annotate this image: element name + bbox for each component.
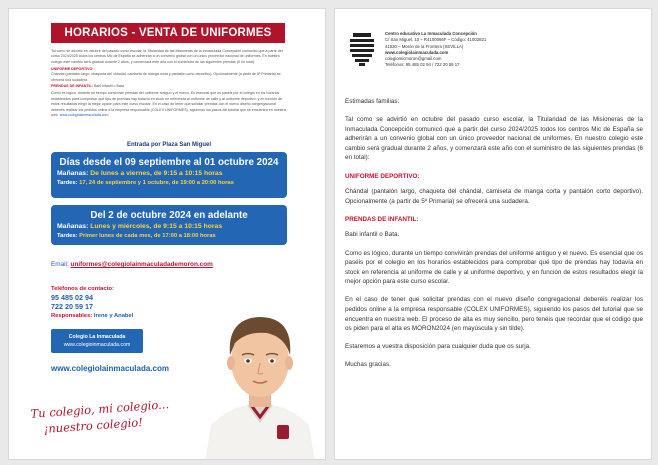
letter-body <box>345 97 643 378</box>
flyer-sport-head: UNIFORME DEPORTIVO: <box>51 66 94 71</box>
letter-para-1: Tal como se advirtió en octubre del pasado curso escolar, la Titularidad de las Misioneras de la Inmaculada Concepción comunicó que a partir del curso 2024/2025 todos los centros Mic de España se adherirán a un convenio global con un único proveedor nacional de uniformes. En nuestro colegio este cambio será gradual durante 2 años, y comenzará este año con el suministro de las siguientes prendas (6 en total): <box>345 116 643 162</box>
letter-sport-head: UNIFORME DEPORTIVO: <box>345 172 420 180</box>
schedule-1-afternoon-value: 17, 24 de septiembre y 1 octubre, de 19:00 a 20:00 horas <box>79 179 234 186</box>
letter-infant-head: PRENDAS DE INFANTIL: <box>345 215 419 223</box>
school-phones: Teléfonos: 95 485 02 94 / 722 20 59 17 <box>385 62 460 68</box>
letter-para-logic: Como es lógico, durante un tiempo convivirán prendas del uniforme antiguo y el nuevo. Es esencial que os paséis por el colegio en los horarios establecidos para comprobar qué tipo de prendas hay todavía en stock en referencia al uniforme de calle y al uniforme deportivo, y en función de estos resultados elegir la mejor opción para este curso escolar. <box>345 249 643 286</box>
schedule-1-morning-label: Mañanas: <box>57 170 89 177</box>
schedule-box-1 <box>51 152 287 198</box>
letter-para-disposal: Estaremos a vuestra disposición para cualquier duda que os surja. <box>345 343 531 351</box>
email-line <box>51 261 213 268</box>
schedule-2-dates: Del 2 de octubre 2024 en adelante <box>90 210 248 221</box>
email-label: Email: <box>51 261 69 268</box>
schedule-2-morning-label: Mañanas: <box>57 223 89 230</box>
responsables-label: Responsables: <box>51 313 93 319</box>
letter-page <box>334 8 652 460</box>
flyer-page <box>8 8 326 460</box>
mini-box-title: Colegio La Inmaculada <box>68 334 126 340</box>
email-link[interactable]: uniformes@colegiolainmaculadademoron.com <box>70 261 213 268</box>
pickup-location: Entrada por Plaza San Miguel <box>126 142 212 148</box>
phone-1: 95 485 02 94 <box>51 293 93 302</box>
flyer-sport-text: Chándal (pantalón largo, chaqueta del chándal, camiseta de manga corta y pantalón corto deportivo). Opcionalmente (a partir de 5º Primaria) se ofrecerá una sudadera. <box>51 72 281 82</box>
slogan <box>30 396 171 438</box>
slogan-line-2: ¡nuestro colegio! <box>43 415 144 436</box>
flyer-title: HORARIOS - VENTA DE UNIFORMES <box>51 23 285 43</box>
letter-infant-text: Babi infantil o Bata. <box>345 231 400 239</box>
school-address-2: 41530 – Morón de la Frontera (SEVILLA) <box>385 43 464 49</box>
flyer-web-small[interactable]: www.colegiolainmaculada.com <box>59 112 109 117</box>
letter-greeting: Estimadas familias: <box>345 98 400 105</box>
flyer-intro: Tal como se advirtió en octubre del pasado curso escolar, la Titularidad de las Misioneras de la Inmaculada Concepción comunicó que a partir del curso 2024/2025 todos los centros Mic de España se adherirán a un convenio global con un único proveedor nacional de uniformes. En nuestro colegio este cambio será gradual durante 2 años, y comenzará este año con el suministro de las siguientes prendas (6 en total): <box>51 49 283 64</box>
schedule-box-2 <box>51 205 287 245</box>
slogan-line-1: Tu colegio, mi colegio... <box>30 397 170 421</box>
school-header <box>385 31 555 69</box>
schedule-1-morning-value: De lunes a viernes, de 9:15 a 10:15 horas <box>90 170 223 177</box>
schedule-2-morning-value: Lunes y miércoles, de 9:15 a 10:15 horas <box>90 223 223 230</box>
school-address-1: C/ San Miguel, 10 – R4100066F – Código: 41002821 <box>385 37 487 43</box>
responsables-names: Irene y Anabel <box>93 313 134 319</box>
school-website[interactable]: www.colegiolainmaculada.com <box>51 364 169 373</box>
letter-closing: Muchas gracias. <box>345 361 391 369</box>
school-mini-box <box>51 329 143 353</box>
letter-sport-text: Chándal (pantalón largo, chaqueta del chándal, camiseta de manga corta y pantalón corto deportivo). Opcionalmente (a partir de 5º Primaria) se ofrecerá una sudadera. <box>345 188 643 205</box>
schedule-2-afternoon-value: Primer lunes de cada mes, de 17:00 a 18:00 horas <box>79 232 216 239</box>
phone-2: 722 20 59 17 <box>51 302 93 311</box>
flyer-body <box>51 49 287 120</box>
flyer-infant-text: Babi infantil o Bata. <box>93 84 125 89</box>
schedule-1-dates: Días desde el 09 septiembre al 01 octubre 2024 <box>59 157 279 168</box>
flyer-infant-head: PRENDAS DE INFANTIL: <box>51 84 93 89</box>
phones-label: Teléfonos de contacto: <box>51 286 115 292</box>
school-web[interactable]: www.colegiolainmaculada.com <box>385 49 449 55</box>
contact-block <box>51 285 171 321</box>
boy-photo <box>197 297 323 460</box>
schedule-2-afternoon-label: Tardes: <box>57 232 78 239</box>
letter-para-order: En el caso de tener que solicitar prendas con el nuevo diseño congregacional deberéis realizar los pedidos online a la empresa responsable (COLEX UNIFORMES), siguiendo los pasos del tutorial que se encuentra en nuestra web. El proceso de alta es muy sencillo, pero tenéis que recordar que el código que os piden para el alta es MORON2024 (en mayúscula y sin tilde). <box>345 296 643 333</box>
mini-box-url[interactable]: www.colegioinmaculada.com <box>63 342 131 348</box>
schedule-1-afternoon-label: Tardes: <box>57 179 78 186</box>
school-contact-email[interactable]: colegiomicmoron@gmail.com <box>385 56 442 62</box>
school-name: Centro educativo La Inmaculada Concepción <box>385 31 477 36</box>
school-logo-icon <box>347 31 377 67</box>
flyer-logic-text: Como es lógico, durante un tiempo convivirán prendas del uniforme antiguo y el nuevo. Es esencial que os paséis por el colegio en los horarios establecidos para comprobar qué tipo de prendas hay todavía en stock en referencia al uniforme de calle y al uniforme deportivo, y en función de estos resultados elegir la mejor opción para este curso escolar. En el caso de tener que solicitar prendas con el nuevo diseño congregacional deberéis realizar los pedidos online a la empresa responsable (COLEX UNIFORMES), siguiendo los pasos del tutorial que se encuentra en nuestra web. <box>51 91 286 117</box>
